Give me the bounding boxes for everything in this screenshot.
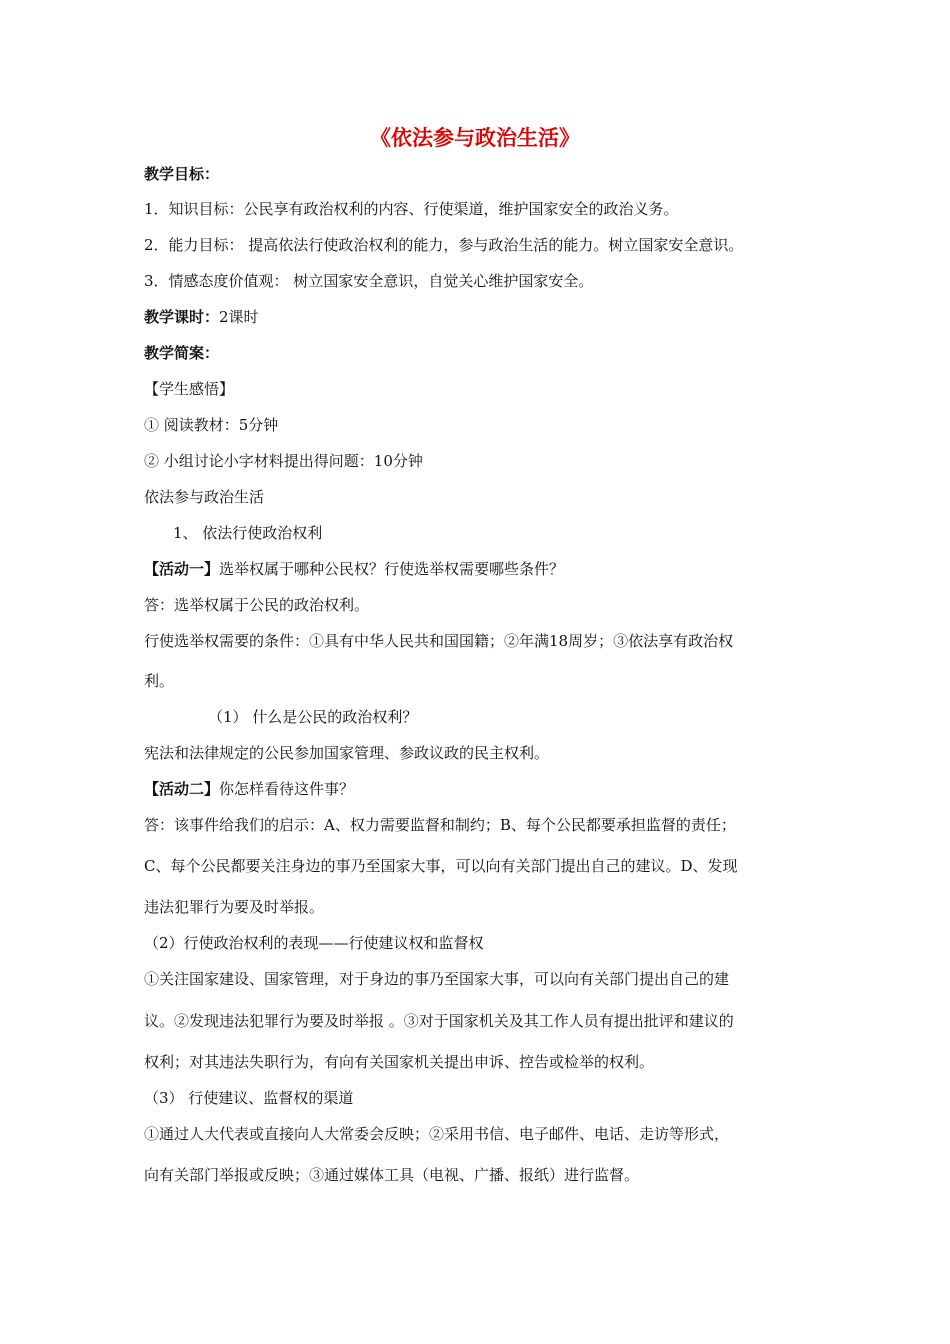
question-3-line-2: 向有关部门举报或反映；③通过媒体工具（电视、广播、报纸）进行监督。 <box>144 1166 640 1184</box>
document-title: 《依法参与政治生活》 <box>370 126 580 150</box>
goal-1: 1．知识目标：公民享有政治权利的内容、行使渠道，维护国家安全的政治义务。 <box>144 200 679 218</box>
answer-2-line-1: 答：该事件给我们的启示：A、权力需要监督和制约；B、每个公民都要承担监督的责任； <box>144 816 736 834</box>
question-2-line-3: 权利；对其违法失职行为，有向有关国家机关提出申诉、控告或检举的权利。 <box>144 1053 655 1071</box>
activity-2 <box>144 778 354 800</box>
question-2-line-1: ①关注国家建设、国家管理，对于身边的事乃至国家大事，可以向有关部门提出自己的建 <box>144 970 730 988</box>
question-1-answer: 宪法和法律规定的公民参加国家管理、参政议政的民主权利。 <box>144 744 550 762</box>
answer-2-line-2: C、每个公民都要关注身边的事乃至国家大事，可以向有关部门提出自己的建议。D、发现 <box>144 857 738 875</box>
question-3: （3） 行使建议、监督权的渠道 <box>144 1089 354 1107</box>
sub-heading-1: 1、 依法行使政治权利 <box>173 524 323 542</box>
question-2-line-2: 议。②发现违法犯罪行为要及时举报 。③对于国家机关及其工作人员有提出批评和建议的 <box>144 1012 734 1030</box>
student-insight: 【学生感悟】 <box>144 380 235 398</box>
goal-3: 3．情感态度价值观： 树立国家安全意识，自觉关心维护国家安全。 <box>144 272 594 290</box>
question-3-line-1: ①通过人大代表或直接向人大常委会反映；②采用书信、电子邮件、电话、走访等形式， <box>144 1125 730 1143</box>
activity-1-label: 【活动一】 <box>144 560 220 578</box>
step-2: ② 小组讨论小字材料提出得问题：10分钟 <box>144 452 423 470</box>
activity-1 <box>144 558 564 580</box>
question-1: （1） 什么是公民的政治权利？ <box>208 708 418 726</box>
hours-label: 教学课时： <box>144 308 220 326</box>
hours-value: 2课时 <box>219 308 259 326</box>
activity-2-label: 【活动二】 <box>144 780 220 798</box>
conditions-line-2: 利。 <box>144 672 175 690</box>
activity-1-text: 选举权属于哪种公民权？行使选举权需要哪些条件？ <box>219 560 565 578</box>
hours-line <box>144 306 259 328</box>
goal-2: 2．能力目标： 提高依法行使政治权利的能力，参与政治生活的能力。树立国家安全意识。 <box>144 236 744 254</box>
answer-1: 答：选举权属于公民的政治权利。 <box>144 596 370 614</box>
step-1: ① 阅读教材：5分钟 <box>144 416 279 434</box>
question-2: （2）行使政治权利的表现——行使建议权和监督权 <box>144 934 484 952</box>
activity-2-text: 你怎样看待这件事？ <box>219 780 355 798</box>
goals-heading: 教学目标： <box>144 165 220 183</box>
answer-2-line-3: 违法犯罪行为要及时举报。 <box>144 898 325 916</box>
plan-heading: 教学简案： <box>144 344 220 362</box>
conditions-line-1: 行使选举权需要的条件：①具有中华人民共和国国籍；②年满18周岁；③依法享有政治权 <box>144 632 734 650</box>
section-title: 依法参与政治生活 <box>144 488 265 506</box>
